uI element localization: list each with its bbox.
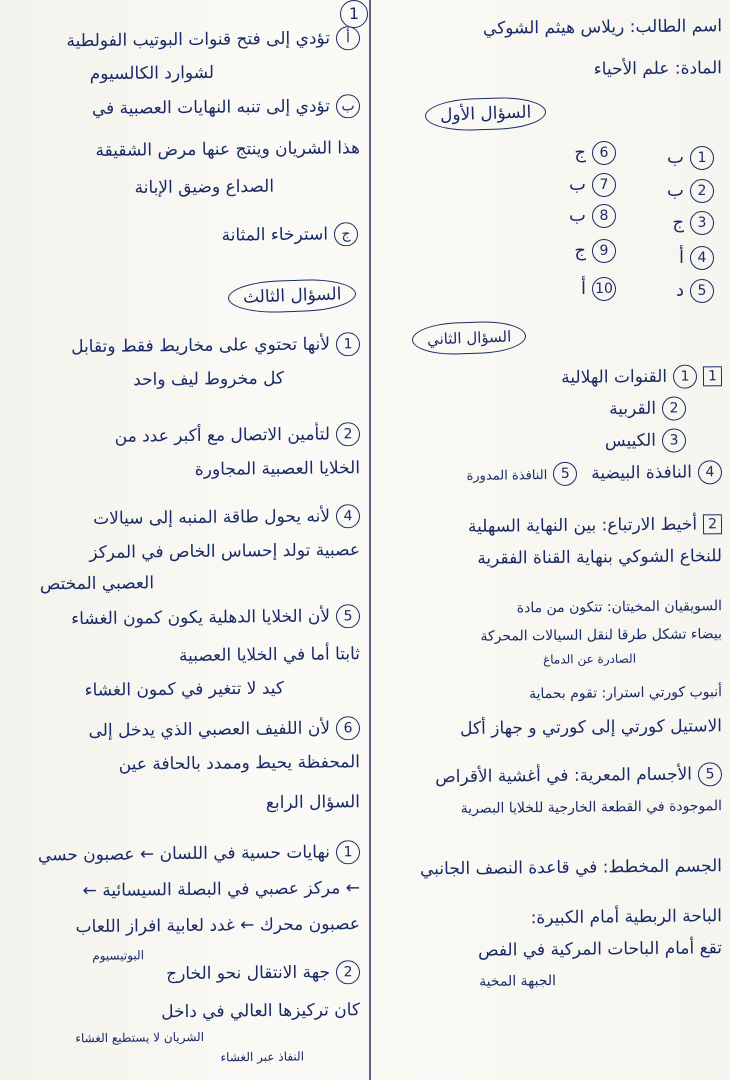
q2-part1-item-4-5 — [378, 460, 722, 490]
q1-answer-8 — [569, 203, 616, 229]
answer-a-line-1 — [6, 26, 360, 54]
q2-part2-line-1 — [378, 512, 722, 540]
q4-item-1-line-3: عصبون محرك ← غدد لعابية افراز اللعاب — [75, 914, 361, 938]
q2-heading: السؤال الثاني — [411, 320, 526, 356]
q4-item-1-line-1 — [6, 840, 360, 868]
q1-heading: السؤال الأول — [424, 96, 546, 132]
line-text: لأنها تحتوي على مخاريط فقط وتقابل — [71, 334, 331, 358]
q2-part2-line-4: بيضاء تشكل طرقا لنقل السيالات المحركة — [480, 626, 723, 645]
q1-number: 6 — [592, 141, 616, 165]
q2-part2-line-6: أنبوب كورتي استرار: تقوم بحماية — [528, 684, 723, 703]
q1-number: 2 — [690, 179, 714, 203]
student-name: اسم الطالب: ريلاس هيثم الشوكي — [482, 16, 723, 39]
answer-b-line-3: الصداع وضيق الإبانة — [134, 176, 275, 199]
q2-part2-line-10: الجسم المخطط: في قاعدة النصف الجانبي — [419, 856, 723, 880]
q2-part2-line-13: الجبهة المخية — [479, 973, 557, 990]
q1-letter: ب — [569, 205, 586, 226]
q4-item-2-line-3: الشريان لا يستطيع الغشاء — [75, 1029, 205, 1046]
line-text: جهة الانتقال نحو الخارج — [166, 962, 331, 985]
answer-b-line-1 — [6, 94, 360, 122]
item-number: 5 — [336, 604, 360, 628]
q3-item-6-line-1 — [6, 716, 360, 744]
q2-part2-box: 2 — [703, 514, 722, 534]
q1-letter: د — [675, 280, 684, 301]
q1-number: 1 — [690, 146, 714, 170]
item-number: 1 — [336, 332, 360, 356]
line-text: تؤدي إلى تنبه النهايات العصبية في — [91, 96, 331, 119]
q4-item-1-line-2: ← مركز عصبي في البصلة السيسائية ← — [82, 878, 361, 902]
q1-answer-3 — [672, 210, 714, 236]
q3-item-5-line-2: ثابتا أما في الخلايا العصبية — [178, 644, 361, 667]
q1-letter: ب — [667, 180, 684, 201]
line-text: لأن الخلايا الدهلية يكون كمون الغشاء — [71, 606, 331, 630]
item-text: النافذة البيضية — [591, 462, 693, 484]
item-text: القربية — [609, 398, 657, 420]
item-number: 3 — [662, 428, 686, 452]
item-number: 1 — [673, 364, 697, 388]
q1-letter: أ — [678, 247, 684, 268]
q1-letter: ب — [667, 147, 684, 168]
q1-answer-2 — [667, 178, 714, 204]
q2-part1-item-1 — [378, 364, 722, 392]
item-number: 6 — [336, 716, 360, 740]
q3-item-2-line-1 — [6, 422, 360, 450]
q3-item-1-line-1 — [6, 332, 360, 360]
q3-heading: السؤال الثالث — [227, 278, 356, 314]
item-number: 5 — [553, 462, 577, 486]
q2-part2-line-9: الموجودة في القطعة الخارجية للخلايا البصرية — [460, 798, 723, 817]
item-label: ج — [334, 222, 358, 246]
q1-number: 8 — [592, 204, 616, 228]
q2-part1-item-2 — [378, 396, 686, 423]
q3-item-5-line-1 — [6, 604, 360, 632]
q2-part2-line-2: للنخاع الشوكي بنهاية القناة الفقرية — [477, 546, 723, 569]
q3-item-1-line-2: كل مخروط ليف واحد — [133, 368, 285, 391]
answer-a-line-2: لشوارد الكالسيوم — [89, 62, 215, 85]
q3-item-5-line-3: كيد لا تتغير في كمون الغشاء — [84, 678, 285, 701]
q3-item-4-line-3: العصبي المختص — [39, 573, 155, 595]
item-number: 5 — [698, 762, 722, 786]
item-text: النافذة المدورة — [466, 468, 548, 484]
q1-letter: ج — [672, 212, 684, 233]
q1-letter: ج — [574, 142, 586, 163]
line-text: الأجسام المعرية: في أغشية الأقراص — [435, 764, 693, 788]
q3-item-4-line-2: عصبية تولد إحساس الخاص في المركز — [89, 540, 361, 563]
q2-part2-line-12: تقع أمام الباحات المركية في الفص — [477, 938, 723, 961]
item-label: ب — [336, 94, 360, 118]
line-text: لتأمين الاتصال مع أكبر عدد من — [114, 424, 331, 447]
right-column — [378, 0, 726, 1080]
q1-answer-9 — [574, 238, 616, 264]
item-number: 2 — [336, 960, 360, 984]
q1-answer-6 — [574, 140, 616, 166]
q1-answer-7 — [569, 172, 616, 198]
q2-part2-line-11: الباحة الربطية أمام الكبيرة: — [530, 906, 723, 929]
q1-letter: أ — [580, 278, 586, 299]
q1-answer-10 — [581, 276, 616, 302]
line-text: أخيط الارتباع: بين النهاية السهلية — [467, 514, 698, 537]
line-text: تؤدي إلى فتح قنوات البوتيب الفولطية — [66, 28, 331, 52]
item-number: 2 — [662, 396, 686, 420]
line-text: لأن اللفيف العصبي الذي يدخل إلى — [88, 718, 331, 741]
item-number: 4 — [698, 460, 722, 484]
q3-item-6-line-2: المحفظة يحيط وممدد بالحافة عين — [118, 752, 361, 775]
q1-letter: ج — [574, 240, 586, 261]
q2-part2-line-3: السويقيان المخيتان: تتكون من مادة — [516, 598, 723, 617]
q1-letter: ب — [569, 174, 586, 195]
answer-b-line-2: هذا الشريان وينتج عنها مرض الشقيقة — [95, 138, 361, 161]
item-number: 4 — [336, 504, 360, 528]
q1-number: 10 — [592, 277, 616, 301]
line-text: استرخاء المثانة — [221, 224, 329, 246]
q2-part2-line-7: الاستيل كورتي إلى كورتي و جهاز أكل — [459, 716, 723, 739]
q1-answer-5 — [676, 278, 714, 304]
q3-item-2-line-2: الخلايا العصبية المجاورة — [194, 458, 361, 480]
q4-item-2-note: البوتيسيوم — [92, 948, 145, 963]
q4-item-2-line-4: النفاذ عبر الغشاء — [220, 1049, 305, 1065]
q2-part1-box: 1 — [703, 366, 722, 386]
q1-number: 4 — [690, 246, 714, 270]
subject-line: المادة: علم الأحياء — [593, 58, 723, 80]
q2-part1-item-3 — [378, 428, 686, 455]
item-label: أ — [336, 26, 360, 50]
q2-part2-line-8 — [378, 762, 722, 790]
q3-item-4-line-1 — [6, 504, 360, 532]
answer-c-line — [6, 222, 358, 250]
q1-answer-1 — [667, 145, 714, 171]
q1-number: 7 — [592, 173, 616, 197]
item-text: الكييس — [604, 430, 657, 452]
q1-answer-4 — [679, 245, 714, 271]
page-number: 1 — [348, 4, 360, 23]
q1-number: 5 — [690, 279, 714, 303]
q2-part2-line-5: الصادرة عن الدماغ — [542, 651, 637, 667]
left-column — [6, 0, 364, 1080]
column-divider — [369, 0, 371, 1080]
q4-heading: السؤال الرابع — [265, 792, 361, 814]
q1-number: 3 — [690, 211, 714, 235]
line-text: لأنه يحول طاقة المنبه إلى سيالات — [93, 506, 331, 529]
item-number: 1 — [336, 840, 360, 864]
item-text: القنوات الهلالية — [561, 366, 668, 388]
line-text: نهايات حسية في اللسان ← عصبون حسي — [37, 842, 331, 866]
q4-item-2-line-1 — [6, 960, 360, 988]
q1-number: 9 — [592, 239, 616, 263]
item-number: 2 — [336, 422, 360, 446]
q4-item-2-line-2: كان تركيزها العالي في داخل — [161, 1000, 361, 1023]
